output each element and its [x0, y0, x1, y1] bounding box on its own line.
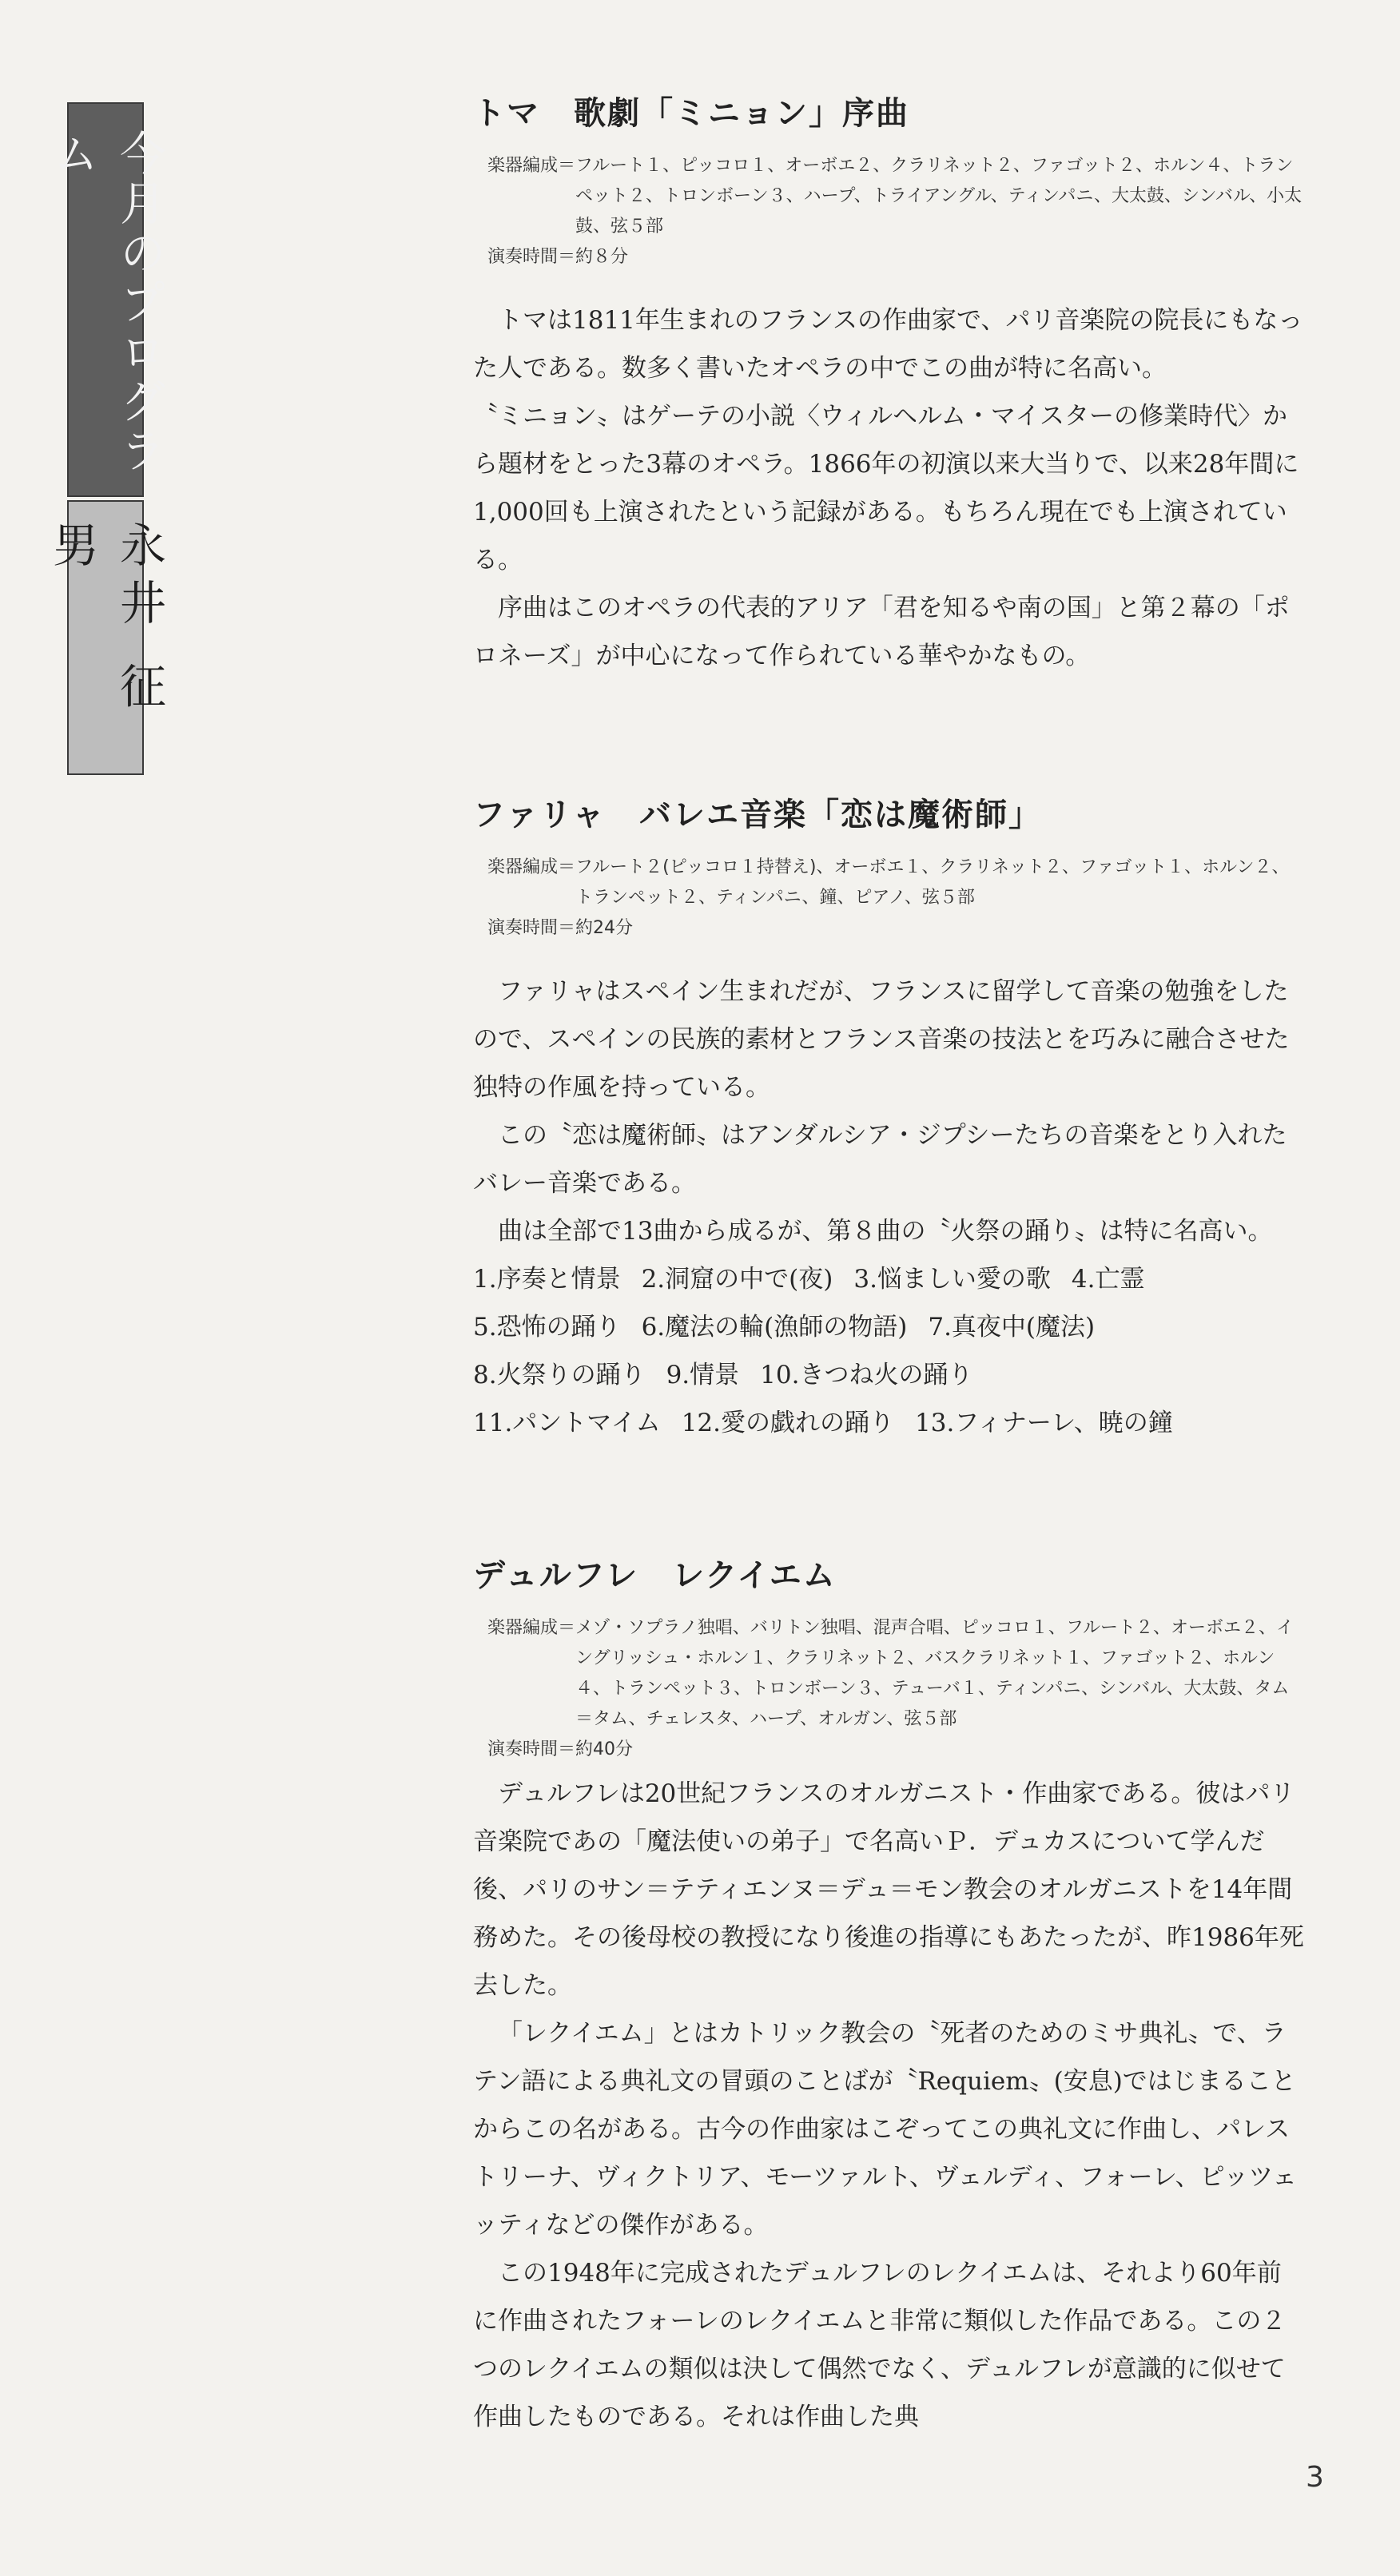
duration: 演奏時間＝約40分: [487, 1739, 633, 1759]
piece-meta: [487, 853, 1304, 944]
movement-list: [473, 1255, 1304, 1447]
instrumentation: フルート２(ピッコロ１持替え)、オーボエ１、クラリネット２、ファゴット１、ホルン２、トランペット２、ティンパニ、鐘、ピアノ、弦５部: [575, 857, 1290, 908]
piece-title: デュルフレ レクイエム: [473, 1557, 837, 1594]
movement-item: 2.洞窟の中で(夜): [641, 1265, 833, 1294]
paragraph: デュルフレは20世紀フランスのオルガニスト・作曲家である。彼はパリ音楽院であの「魔法使いの弟子」で名高いＰ．デュカスについて学んだ後、パリのサン＝テティエンヌ＝デュ＝モン教会のオルガニストを14年間務めた。その後母校の教授になり後進の指導にもあたったが、昨1986年死去した。: [473, 1779, 1304, 2000]
paragraph: 曲は全部で13曲から成るが、第８曲の〝火祭の踊り〟は特に名高い。: [498, 1217, 1273, 1246]
paragraph: この1948年に完成されたデュルフレのレクイエムは、それより60年前に作曲されたフォーレのレクイエムと非常に類似した作品である。この２つのレクイエムの類似は決して偶然でなく、デュルフレが意識的に似せて作曲したものである。それは作曲した典: [473, 2259, 1287, 2431]
author-name: 永井 征男: [45, 521, 166, 720]
movement-line: [473, 1399, 1304, 1447]
instrumentation-label: 楽器編成＝: [487, 1618, 576, 1638]
movement-item: 5.恐怖の踊り: [473, 1313, 621, 1342]
movement-item: 11.パントマイム: [473, 1409, 661, 1437]
piece-meta: [487, 151, 1304, 272]
piece-durufle: [473, 1550, 1304, 2441]
author-box: [45, 500, 166, 775]
movement-item: 10.きつね火の踊り: [760, 1361, 973, 1389]
piece-falla: [473, 789, 1304, 1447]
movement-item: 7.真夜中(魔法): [928, 1313, 1096, 1342]
movement-item: 13.フィナーレ、暁の鐘: [915, 1409, 1173, 1437]
piece-meta: [487, 1613, 1304, 1765]
section-title-box: [45, 102, 166, 497]
paragraph: 序曲はこのオペラの代表的アリア「君を知るや南の国」と第２幕の「ポロネーズ」が中心になって作られている華やかなもの。: [473, 594, 1290, 670]
movement-item: 8.火祭りの踊り: [473, 1361, 646, 1389]
instrumentation-label: 楽器編成＝: [487, 156, 576, 176]
paragraph: 〝ミニョン〟はゲーテの小説〈ウィルヘルム・マイスターの修業時代〉から題材をとった3幕のオペラ。1866年の初演以来大当りで、以来28年間に1,000回も上演されたという記録がある。もちろん現在でも上演されている。: [473, 402, 1299, 574]
paragraph: トマは1811年生まれのフランスの作曲家で、パリ音楽院の院長にもなった人である。数多く書いたオペラの中でこの曲が特に名高い。: [473, 306, 1303, 383]
piece-title: トマ 歌劇「ミニョン」序曲: [473, 95, 909, 132]
movement-line: [473, 1255, 1304, 1303]
piece-body: [473, 296, 1304, 680]
instrumentation: フルート１、ピッコロ１、オーボエ２、クラリネット２、ファゴット２、ホルン４、トランペット２、トロンボーン３、ハープ、トライアングル、ティンパニ、大太鼓、シンバル、小太鼓、弦５部: [575, 156, 1303, 237]
movement-line: [473, 1303, 1304, 1351]
duration: 演奏時間＝約24分: [487, 918, 633, 938]
piece-body: [473, 968, 1304, 1447]
movement-item: 9.情景: [666, 1361, 740, 1389]
piece-body: [473, 1770, 1304, 2441]
paragraph: この〝恋は魔術師〟はアンダルシア・ジプシーたちの音楽をとり入れたバレー音楽である。: [473, 1121, 1287, 1198]
page-number: 3: [1306, 2461, 1324, 2494]
piece-title: ファリャ バレエ音楽「恋は魔術師」: [473, 797, 1042, 833]
movement-item: 1.序奏と情景: [473, 1265, 621, 1294]
sidebar: [45, 102, 166, 775]
movement-item: 4.亡霊: [1071, 1265, 1145, 1294]
movement-item: 12.愛の戯れの踊り: [681, 1409, 894, 1437]
instrumentation-label: 楽器編成＝: [487, 857, 576, 877]
paragraph: 「レクイエム」とはカトリック教会の〝死者のためのミサ典礼〟で、ラテン語による典礼文の冒頭のことばが〝Requiem〟(安息)ではじまることからこの名がある。古今の作曲家はこぞってこの典礼文に作曲し、パレストリーナ、ヴィクトリア、モーツァルト、ヴェルディ、フォーレ、ピッツェッティなどの傑作がある。: [473, 2019, 1298, 2240]
instrumentation: メゾ・ソプラノ独唱、バリトン独唱、混声合唱、ピッコロ１、フルート２、オーボエ２、イングリッシュ・ホルン１、クラリネット２、バスクラリネット１、ファゴット２、ホルン４、トランペット３、トロンボーン３、テューバ１、ティンパニ、シンバル、大太鼓、タム＝タム、チェレスタ、ハープ、オルガン、弦５部: [575, 1618, 1294, 1729]
movement-line: [473, 1351, 1304, 1399]
movement-item: 3.悩ましい愛の歌: [853, 1265, 1051, 1294]
piece-thomas: [473, 88, 1304, 680]
section-title: 今月のプログラム: [45, 129, 166, 476]
paragraph: ファリャはスペイン生まれだが、フランスに留学して音楽の勉強をしたので、スペインの民族的素材とフランス音楽の技法とを巧みに融合させた独特の作風を持っている。: [473, 977, 1290, 1102]
duration: 演奏時間＝約８分: [487, 247, 629, 267]
movement-item: 6.魔法の輪(漁師の物語): [641, 1313, 908, 1342]
